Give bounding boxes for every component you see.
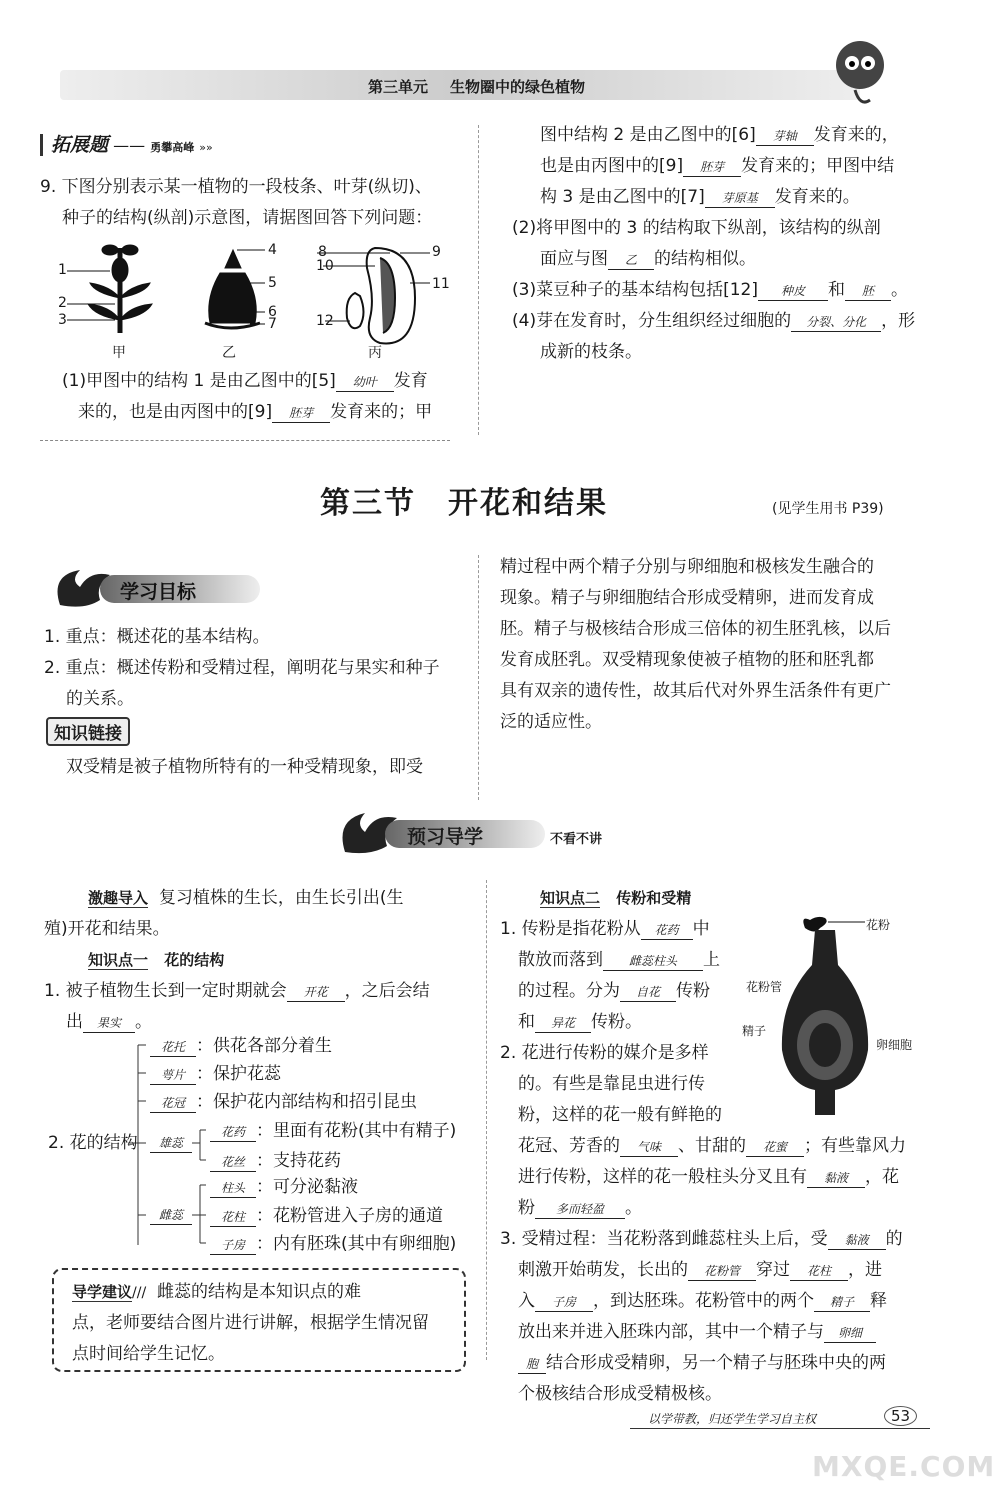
q9-stem-1: 9. 下图分别表示某一植物的一段枝条、叶芽(纵切)、 xyxy=(40,177,432,197)
fig-label-8: 8 xyxy=(318,244,327,260)
kp1-q1-line1: 1. 被子植物生长到一定时期就会 开花 ，之后会结 xyxy=(44,981,430,1001)
kp2-p1-line3: 的过程。分为 自花 传粉 xyxy=(518,981,710,1001)
answer-blank: 分裂、分化 xyxy=(791,313,881,332)
part-filament: 花丝 ：支持花药 xyxy=(210,1146,341,1177)
fig-name-bing: 丙 xyxy=(368,345,382,361)
link-right-1: 精过程中两个精子分别与卵细胞和极核发生融合的 xyxy=(500,557,874,577)
kp2-p2-line1: 2. 花进行传粉的媒介是多样 xyxy=(500,1043,709,1063)
kp1-title: 花的结构 xyxy=(164,951,225,969)
answer-blank: 种皮 xyxy=(758,282,828,301)
preview-label: 预习导学 xyxy=(407,826,484,848)
pistil-label-egg: 卵细胞 xyxy=(876,1038,913,1052)
link-text-1: 双受精是被子植物所特有的一种受精现象，即受 xyxy=(66,757,423,777)
q9-stem-2: 种子的结构(纵剖)示意图，请据图回答下列问题： xyxy=(62,208,433,228)
answer-blank: 胚芽 xyxy=(683,158,741,177)
link-right-5: 具有双亲的遗传性，故其后代对外界生活条件有更广 xyxy=(500,681,891,701)
kp2-p1-line1: 1. 传粉是指花粉从 花药 中 xyxy=(500,919,710,939)
extension-slogan: 勇攀高峰 xyxy=(150,141,195,154)
pistil-label-sperm: 精子 xyxy=(742,1024,767,1038)
fig-label-11: 11 xyxy=(432,276,450,292)
link-right-4: 发育成胚乳。双受精现象使被子植物的胚和胚乳都 xyxy=(500,650,874,670)
q9-right-line1: 图中结构 2 是由乙图中的[6] 芽轴 发育来的， xyxy=(540,125,899,145)
kp2-p2-line2: 的。有些是靠昆虫进行传 xyxy=(518,1074,705,1094)
kp2-p1-line2: 散放而落到 雌蕊柱头 上 xyxy=(518,950,720,970)
answer-blank: 胚芽 xyxy=(272,404,330,423)
answer-blank: 花粉管 xyxy=(688,1262,756,1281)
advice-label: 导学建议 xyxy=(72,1283,133,1301)
pistil-label-pollen: 花粉 xyxy=(866,918,891,932)
kp1-heading xyxy=(88,945,224,976)
intro-line1: 激趣导入 复习植株的生长，由生长引出(生 xyxy=(88,888,404,908)
q9-part4-line2: 成新的枝条。 xyxy=(540,342,642,362)
fig-name-yi: 乙 xyxy=(222,345,236,361)
answer-blank: 果实 xyxy=(83,1014,135,1033)
q9-part1-line2: 来的，也是由丙图中的[9] 胚芽 发育来的；甲 xyxy=(78,402,433,422)
link-right-6: 泛的适应性。 xyxy=(500,712,602,732)
answer-blank: 幼叶 xyxy=(336,373,394,392)
part-stigma: 柱头 ：可分泌黏液 xyxy=(210,1172,358,1203)
answer-blank: 花蜜 xyxy=(746,1138,804,1157)
fig-label-2: 2 xyxy=(58,295,67,311)
answer-blank: 多而轻盈 xyxy=(535,1200,625,1219)
goal-2: 2. 重点：概述传粉和受精过程，阐明花与果实和种子 xyxy=(44,658,440,678)
header-title: 生物圈中的绿色植物 xyxy=(450,78,586,96)
kp1-label: 知识点一 xyxy=(88,951,149,969)
footer-slogan: 以学带教，归还学生学习自主权 xyxy=(648,1412,817,1426)
extension-title: 拓展题 xyxy=(40,134,108,156)
kp2-title: 传粉和受精 xyxy=(616,889,692,907)
pistil-figure xyxy=(770,910,880,1120)
fig-label-5: 5 xyxy=(268,275,277,291)
kp2-p2-line4: 花冠、芳香的 气味 、甘甜的 花蜜 ；有些靠风力 xyxy=(518,1136,906,1156)
part-pistil: 雌蕊 xyxy=(150,1206,192,1225)
pistil-label-tube: 花粉管 xyxy=(746,980,783,994)
answer-blank: 芽轴 xyxy=(756,127,814,146)
part-sepal: 萼片 ：保护花蕊 xyxy=(150,1059,281,1090)
bud-figure xyxy=(205,250,265,328)
seed-figure xyxy=(317,248,430,343)
part-stamen: 雄蕊 xyxy=(150,1134,192,1153)
answer-blank: 精子 xyxy=(814,1293,870,1312)
advice-line1: 导学建议/// 雌蕊的结构是本知识点的难 xyxy=(72,1282,361,1302)
intro-label: 激趣导入 xyxy=(88,889,149,907)
kp2-p2-line6: 粉 多而轻盈 。 xyxy=(518,1198,642,1218)
kp2-p3-line6: 个极核结合形成受精极核。 xyxy=(518,1384,722,1404)
part-style: 花柱 ：花粉管进入子房的通道 xyxy=(210,1201,443,1232)
part-anther: 花药 ：里面有花粉(其中有精子) xyxy=(210,1116,456,1147)
fig-label-1: 1 xyxy=(58,262,67,278)
extension-label: 拓展题 —— 勇攀高峰 »» xyxy=(40,130,213,157)
fig-label-3: 3 xyxy=(58,312,67,328)
answer-blank: 雌蕊柱头 xyxy=(603,952,703,971)
goal-3: 的关系。 xyxy=(66,689,134,709)
answer-blank: 胚 xyxy=(845,282,891,301)
kp2-p3-line2: 刺激开始萌发，长出的 花粉管 穿过 花柱 ，进 xyxy=(518,1260,882,1280)
section-ref: (见学生用书 P39) xyxy=(772,501,884,517)
q9-right-line2: 也是由丙图中的[9] 胚芽 发育来的；甲图中结 xyxy=(540,156,895,176)
link-right-2: 现象。精子与卵细胞结合形成受精卵，进而发育成 xyxy=(500,588,874,608)
section-title: 第三节 开花和结果 xyxy=(320,486,608,521)
answer-blank: 花柱 xyxy=(790,1262,848,1281)
kp1-q1-line2: 出 果实 。 xyxy=(66,1012,152,1032)
preview-banner xyxy=(335,808,635,858)
mascot-icon xyxy=(830,35,890,110)
answer-blank: 卵细 xyxy=(824,1324,876,1343)
fig-label-12: 12 xyxy=(316,313,334,329)
kp2-p3-line4: 放出来并进入胚珠内部，其中一个精子与 卵细 xyxy=(518,1317,876,1348)
kp2-p1-line4: 和 异花 传粉。 xyxy=(518,1012,642,1032)
branch-figure xyxy=(67,245,152,333)
q9-part3: (3)菜豆种子的基本结构包括[12] 种皮 和 胚 。 xyxy=(512,280,908,300)
answer-blank: 黏液 xyxy=(807,1169,865,1188)
q9-part2-line1: (2)将甲图中的 3 的结构取下纵剖，该结构的纵剖 xyxy=(512,218,881,238)
fig-name-jia: 甲 xyxy=(112,345,126,361)
fig-label-10: 10 xyxy=(316,258,334,274)
q9-right-line3: 构 3 是由乙图中的[7] 芽原基 发育来的。 xyxy=(540,187,860,207)
answer-blank: 花药 xyxy=(641,921,693,940)
advice-line2: 点，老师要结合图片进行讲解，根据学生情况留 xyxy=(72,1313,429,1333)
kp1-q2-label: 2. 花的结构 xyxy=(48,1133,138,1153)
answer-blank: 异花 xyxy=(535,1014,591,1033)
kp2-p2-line3: 粉，这样的花一般有鲜艳的 xyxy=(518,1105,722,1125)
advice-line3: 点时间给学生记忆。 xyxy=(72,1344,225,1364)
answer-blank: 开花 xyxy=(287,983,345,1002)
kp2-p3-line1: 3. 受精过程：当花粉落到雌蕊柱头上后，受 黏液 的 xyxy=(500,1229,903,1249)
page-number: 53 xyxy=(884,1406,917,1426)
answer-blank: 自花 xyxy=(620,983,676,1002)
q9-part1-line1: (1)甲图中的结构 1 是由乙图中的[5] 幼叶 发育 xyxy=(62,371,428,391)
kp2-heading xyxy=(540,883,691,914)
goals-label: 学习目标 xyxy=(120,581,197,603)
part-corolla: 花冠 ：保护花内部结构和招引昆虫 xyxy=(150,1087,417,1118)
watermark: MXQE.COM xyxy=(812,1450,996,1483)
q9-part2-line2: 面应与图 乙 的结构相似。 xyxy=(540,249,756,269)
kp2-p3-line3: 入 子房 ，到达胚珠。花粉管中的两个 精子 释 xyxy=(518,1291,887,1311)
goal-1: 1. 重点：概述花的基本结构。 xyxy=(44,627,270,647)
goals-banner xyxy=(50,565,260,611)
part-ovary: 子房 ：内有胚珠(其中有卵细胞) xyxy=(210,1229,456,1260)
fig-label-7: 7 xyxy=(268,316,277,332)
answer-blank: 子房 xyxy=(535,1293,593,1312)
header-unit: 第三单元 xyxy=(368,78,429,96)
link-label: 知识链接 xyxy=(46,717,130,746)
fig-label-9: 9 xyxy=(432,244,441,260)
preview-sub: 不看不讲 xyxy=(550,832,603,847)
part-receptacle: 花托 ：供花各部分着生 xyxy=(150,1031,332,1062)
kp2-p3-line5: 胞 结合形成受精卵，另一个精子与胚珠中央的两 xyxy=(518,1348,886,1379)
q9-part4-line1: (4)芽在发育时，分生组织经过细胞的 分裂、分化 ，形 xyxy=(512,311,916,331)
link-right-3: 胚。精子与极核结合形成三倍体的初生胚乳核，以后 xyxy=(500,619,891,639)
answer-blank: 乙 xyxy=(608,251,654,270)
kp2-label: 知识点二 xyxy=(540,889,601,907)
answer-blank: 芽原基 xyxy=(705,189,775,208)
fig-label-6: 6 xyxy=(268,304,277,320)
fig-label-4: 4 xyxy=(268,242,277,258)
footer-rule xyxy=(630,1428,930,1429)
answer-blank: 黏液 xyxy=(828,1231,886,1250)
intro-line2: 殖)开花和结果。 xyxy=(44,919,170,939)
answer-blank: 气味 xyxy=(620,1138,678,1157)
kp2-p2-line5: 进行传粉，这样的花一般柱头分叉且有 黏液 ，花 xyxy=(518,1167,899,1187)
